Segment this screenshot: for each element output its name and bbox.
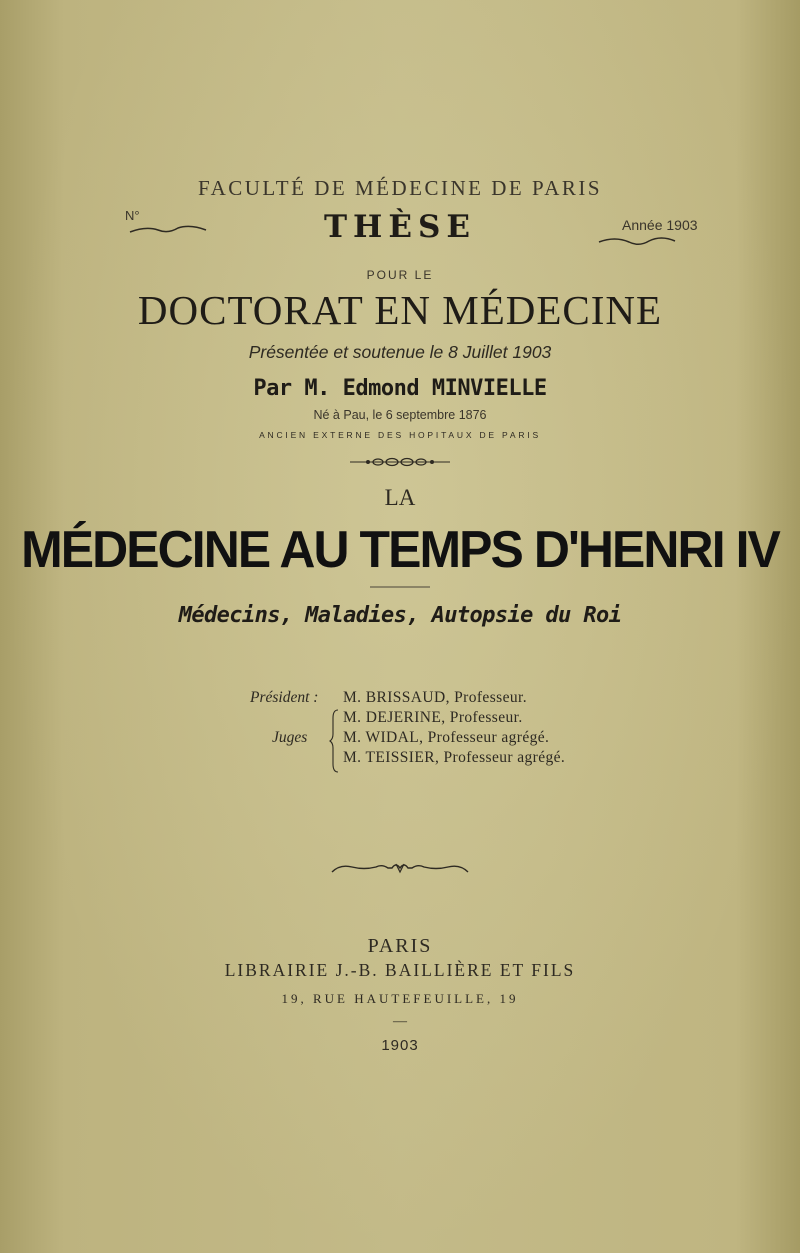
publisher-name: LIBRAIRIE J.-B. BAILLIÈRE ET FILS [224,960,576,980]
jury-member: M. TEISSIER, Professeur agrégé. [343,749,566,766]
faculty-name: FACULTÉ DE MÉDECINE DE PARIS [197,176,603,200]
jury-member: M. DEJERINE, Professeur. [343,709,523,726]
publisher-address: 19, RUE HAUTEFEUILLE, 19 [281,991,519,1006]
judges-brace [330,708,340,774]
author-birth: Né à Pau, le 6 septembre 1876 [313,408,487,422]
thesis-year: Année 1903 [622,217,698,233]
publication-year: 1903 [381,1037,419,1054]
degree-title: DOCTORAT EN MÉDECINE [137,287,663,333]
author-credentials: ANCIEN EXTERNE DES HOPITAUX DE PARIS [259,430,541,440]
judges-label: Juges [272,729,308,746]
publisher-dash: — [393,1014,407,1029]
jury-member: M. WIDAL, Professeur agrégé. [343,729,550,746]
thesis-heading: THÈSE [323,209,476,245]
pour-le-label: POUR LE [366,268,434,282]
subtitle: Médecins, Maladies, Autopsie du Roi [178,603,622,628]
defense-date: Présentée et soutenue le 8 Juillet 1903 [248,342,552,362]
thesis-number-label: N° [125,208,140,223]
publisher-city: PARIS [367,935,433,957]
president-label: Président : [250,689,319,706]
title-article: LA [384,485,416,510]
jury-member: M. BRISSAUD, Professeur. [343,689,527,706]
author-name: Par M. Edmond MINVIELLE [253,376,547,401]
decorative-vignette [330,862,470,876]
main-title: MÉDECINE AU TEMPS D'HENRI IV [21,521,779,579]
